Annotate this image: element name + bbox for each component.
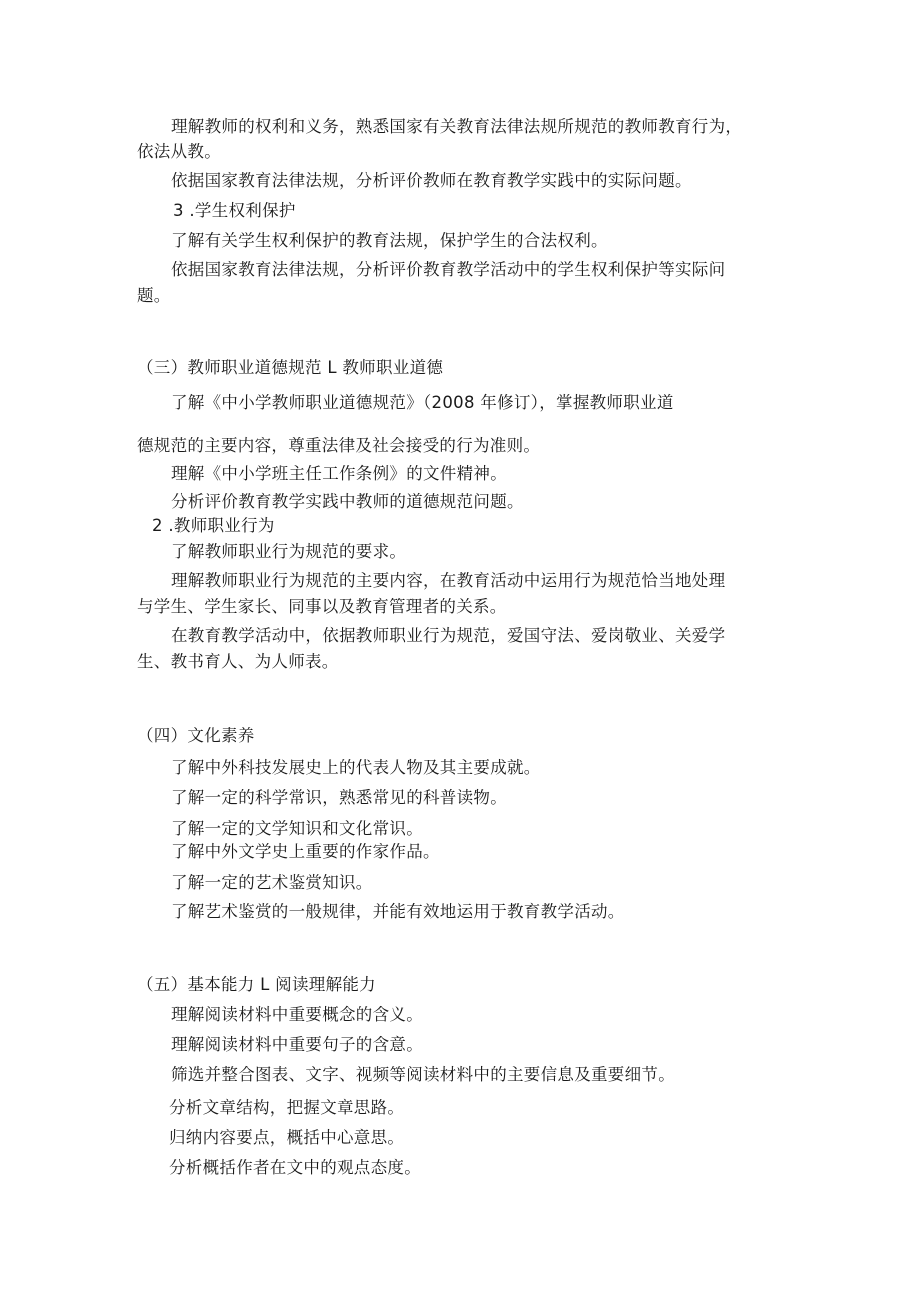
section-heading: （四）文化素养 xyxy=(137,726,255,745)
paragraph-line: 分析评价教育教学实践中教师的道德规范问题。 xyxy=(171,492,524,511)
subheading: 3 .学生权利保护 xyxy=(173,201,296,220)
paragraph-line: 在教育教学活动中，依据教师职业行为规范，爱国守法、爱岗敬业、关爱学 xyxy=(171,626,726,645)
paragraph-line: 依法从教。 xyxy=(137,142,221,161)
paragraph-line: 分析概括作者在文中的观点态度。 xyxy=(169,1158,421,1177)
paragraph-line: 了解艺术鉴赏的一般规律，并能有效地运用于教育教学活动。 xyxy=(171,902,625,921)
paragraph-line: 了解教师职业行为规范的要求。 xyxy=(171,542,407,561)
subheading: 2 .教师职业行为 xyxy=(152,516,275,535)
paragraph-line: 理解《中小学班主任工作条例》的文件精神。 xyxy=(171,464,507,483)
paragraph-line: 理解阅读材料中重要概念的含义。 xyxy=(171,1005,423,1024)
paragraph-line: 了解有关学生权利保护的教育法规，保护学生的合法权利。 xyxy=(171,231,608,250)
paragraph-line: 归纳内容要点，概括中心意思。 xyxy=(169,1128,405,1147)
paragraph-line: 了解中外科技发展史上的代表人物及其主要成就。 xyxy=(171,758,541,777)
section-heading: （三）教师职业道德规范 L 教师职业道德 xyxy=(137,358,444,377)
paragraph-line: 生、教书育人、为人师表。 xyxy=(137,652,339,671)
section-heading: （五）基本能力 L 阅读理解能力 xyxy=(137,975,376,994)
paragraph-line: 分析文章结构，把握文章思路。 xyxy=(169,1098,405,1117)
paragraph-line: 理解教师职业行为规范的主要内容，在教育活动中运用行为规范恰当地处理 xyxy=(171,571,726,590)
paragraph-line: 理解阅读材料中重要句子的含意。 xyxy=(171,1035,423,1054)
paragraph-line: 了解一定的科学常识，熟悉常见的科普读物。 xyxy=(171,788,507,807)
paragraph-line: 与学生、学生家长、同事以及教育管理者的关系。 xyxy=(137,597,507,616)
paragraph-line: 题。 xyxy=(137,286,171,305)
paragraph-line: 德规范的主要内容，尊重法律及社会接受的行为准则。 xyxy=(137,436,541,455)
paragraph-line: 依据国家教育法律法规，分析评价教师在教育教学实践中的实际问题。 xyxy=(171,171,692,190)
paragraph-line: 筛选并整合图表、文字、视频等阅读材料中的主要信息及重要细节。 xyxy=(171,1065,675,1084)
paragraph-line: 了解《中小学教师职业道德规范》（2008 年修订），掌握教师职业道 xyxy=(171,393,674,412)
paragraph-line: 了解中外文学史上重要的作家作品。 xyxy=(171,842,440,861)
paragraph-line: 了解一定的艺术鉴赏知识。 xyxy=(171,873,373,892)
paragraph-line: 理解教师的权利和义务，熟悉国家有关教育法律法规所规范的教师教育行为， xyxy=(171,117,743,136)
paragraph-line: 了解一定的文学知识和文化常识。 xyxy=(171,819,423,838)
paragraph-line: 依据国家教育法律法规，分析评价教育教学活动中的学生权利保护等实际问 xyxy=(171,260,726,279)
